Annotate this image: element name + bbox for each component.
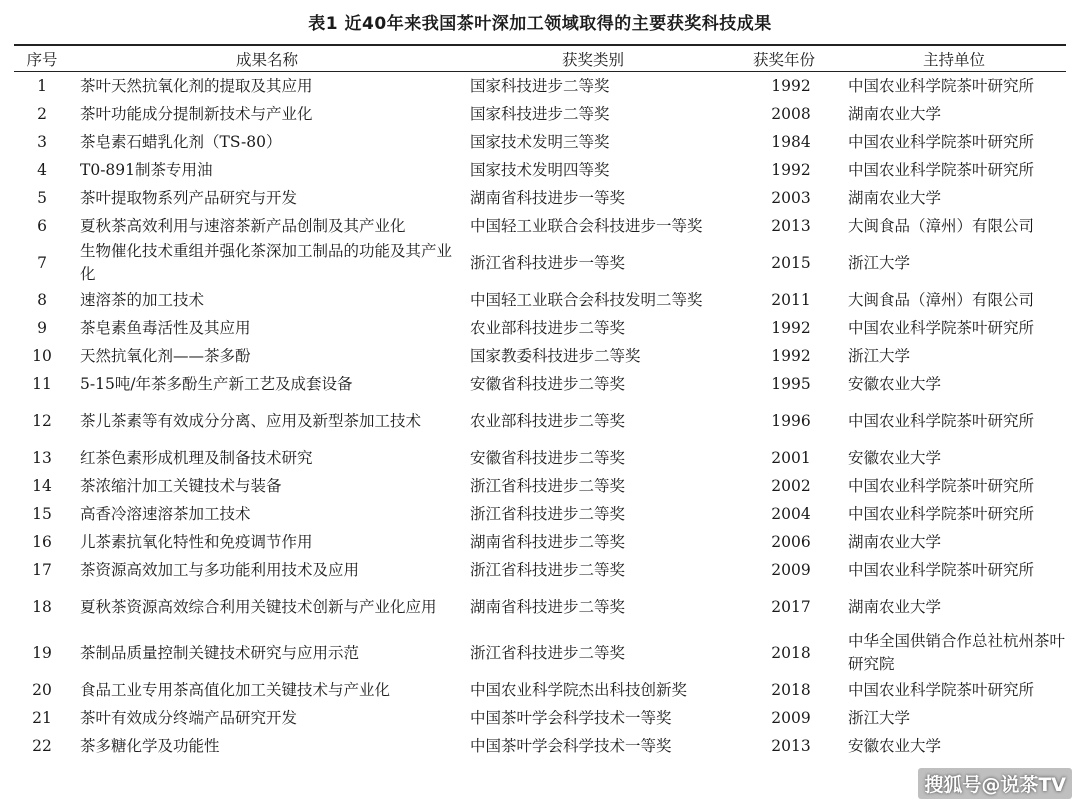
cell-unit: 湖南农业大学 bbox=[848, 532, 942, 551]
cell-award: 浙江省科技进步一等奖 bbox=[470, 253, 626, 272]
cell-award: 安徽省科技进步二等奖 bbox=[470, 448, 626, 467]
cell-no: 5 bbox=[37, 188, 47, 207]
cell-year: 1992 bbox=[771, 318, 811, 337]
cell-no: 17 bbox=[32, 560, 52, 579]
cell-no: 21 bbox=[32, 708, 52, 727]
cell-award: 中国茶叶学会科学技术一等奖 bbox=[470, 736, 672, 755]
cell-unit: 安徽农业大学 bbox=[848, 448, 942, 467]
cell-name: T0-891制茶专用油 bbox=[80, 160, 213, 179]
cell-unit: 中国农业科学院茶叶研究所 bbox=[848, 160, 1035, 179]
cell-no: 1 bbox=[37, 76, 47, 95]
cell-no: 12 bbox=[32, 411, 52, 430]
cell-unit: 大闽食品（漳州）有限公司 bbox=[848, 216, 1035, 235]
cell-name: 茶叶功能成分提制新技术与产业化 bbox=[80, 104, 313, 123]
cell-award: 浙江省科技进步二等奖 bbox=[470, 643, 626, 662]
cell-name: 儿茶素抗氧化特性和免疫调节作用 bbox=[80, 532, 313, 551]
table-row bbox=[14, 72, 1066, 100]
cell-no: 22 bbox=[32, 736, 52, 755]
cell-award: 国家科技进步二等奖 bbox=[470, 76, 610, 95]
table-row bbox=[14, 556, 1066, 584]
table-row bbox=[14, 704, 1066, 732]
table-row bbox=[14, 212, 1066, 240]
cell-award: 农业部科技进步二等奖 bbox=[470, 318, 626, 337]
cell-no: 14 bbox=[32, 476, 52, 495]
table-header bbox=[14, 46, 1066, 71]
cell-name: 茶制品质量控制关键技术研究与应用示范 bbox=[80, 643, 360, 662]
cell-name: 茶多糖化学及功能性 bbox=[80, 736, 220, 755]
cell-unit: 中国农业科学院茶叶研究所 bbox=[848, 476, 1035, 495]
cell-year: 1996 bbox=[771, 411, 811, 430]
cell-name: 红茶色素形成机理及制备技术研究 bbox=[80, 448, 313, 467]
cell-unit: 中国农业科学院茶叶研究所 bbox=[848, 76, 1035, 95]
awards-table-body bbox=[14, 72, 1066, 760]
cell-award: 国家教委科技进步二等奖 bbox=[470, 346, 641, 365]
cell-unit: 安徽农业大学 bbox=[848, 374, 942, 393]
cell-no: 11 bbox=[32, 374, 52, 393]
cell-unit: 浙江大学 bbox=[848, 346, 911, 365]
cell-year: 2008 bbox=[771, 104, 811, 123]
cell-unit: 湖南农业大学 bbox=[848, 188, 942, 207]
cell-unit: 浙江大学 bbox=[848, 253, 911, 272]
header-no: 序号 bbox=[26, 50, 58, 69]
cell-no: 8 bbox=[37, 290, 47, 309]
cell-award: 农业部科技进步二等奖 bbox=[470, 411, 626, 430]
cell-unit: 湖南农业大学 bbox=[848, 597, 942, 616]
cell-no: 4 bbox=[37, 160, 47, 179]
table-row bbox=[14, 528, 1066, 556]
table-row bbox=[14, 100, 1066, 128]
cell-year: 1984 bbox=[771, 132, 811, 151]
table-row bbox=[14, 676, 1066, 704]
cell-unit: 大闽食品（漳州）有限公司 bbox=[848, 290, 1035, 309]
cell-unit: 中华全国供销合作总社杭州茶叶研究院 bbox=[848, 632, 1066, 673]
cell-unit: 中国农业科学院茶叶研究所 bbox=[848, 318, 1035, 337]
header-year: 获奖年份 bbox=[752, 50, 815, 69]
cell-year: 1992 bbox=[771, 160, 811, 179]
table-row bbox=[14, 370, 1066, 398]
cell-year: 2004 bbox=[771, 504, 811, 523]
cell-award: 中国茶叶学会科学技术一等奖 bbox=[470, 708, 672, 727]
header-unit: 主持单位 bbox=[922, 50, 985, 69]
cell-award: 湖南省科技进步二等奖 bbox=[470, 532, 626, 551]
cell-year: 2017 bbox=[771, 597, 811, 616]
cell-year: 1992 bbox=[771, 346, 811, 365]
table-row bbox=[14, 184, 1066, 212]
cell-name: 5-15吨/年茶多酚生产新工艺及成套设备 bbox=[80, 374, 353, 393]
cell-award: 湖南省科技进步二等奖 bbox=[470, 597, 626, 616]
cell-no: 13 bbox=[32, 448, 52, 467]
table-row bbox=[14, 342, 1066, 370]
watermark: 搜狐号@说茶TV bbox=[918, 768, 1072, 799]
table-row bbox=[14, 286, 1066, 314]
header-award: 获奖类别 bbox=[562, 50, 625, 69]
table-row bbox=[14, 500, 1066, 528]
cell-year: 1992 bbox=[771, 76, 811, 95]
cell-year: 2011 bbox=[771, 290, 811, 309]
cell-year: 2009 bbox=[771, 708, 811, 727]
cell-name: 食品工业专用茶高值化加工关键技术与产业化 bbox=[80, 680, 391, 699]
cell-no: 15 bbox=[32, 504, 52, 523]
table-caption: 表1 近40年来我国茶叶深加工领域取得的主要获奖科技成果 bbox=[308, 14, 772, 34]
cell-award: 中国农业科学院杰出科技创新奖 bbox=[470, 680, 688, 699]
cell-award: 国家技术发明四等奖 bbox=[470, 160, 610, 179]
cell-name: 茶皂素鱼毒活性及其应用 bbox=[80, 318, 251, 337]
cell-no: 10 bbox=[32, 346, 52, 365]
cell-no: 9 bbox=[37, 318, 47, 337]
cell-name: 生物催化技术重组并强化茶深加工制品的功能及其产业化 bbox=[80, 242, 453, 283]
cell-no: 2 bbox=[37, 104, 47, 123]
cell-unit: 中国农业科学院茶叶研究所 bbox=[848, 132, 1035, 151]
cell-year: 2006 bbox=[771, 532, 811, 551]
cell-no: 16 bbox=[32, 532, 52, 551]
cell-no: 6 bbox=[37, 216, 47, 235]
cell-name: 茶皂素石蜡乳化剂（TS-80） bbox=[80, 132, 282, 151]
cell-year: 2003 bbox=[771, 188, 811, 207]
cell-name: 天然抗氧化剂——茶多酚 bbox=[80, 346, 251, 365]
cell-year: 2001 bbox=[771, 448, 811, 467]
awards-table bbox=[14, 46, 1066, 71]
cell-unit: 中国农业科学院茶叶研究所 bbox=[848, 680, 1035, 699]
cell-award: 中国轻工业联合会科技发明二等奖 bbox=[470, 290, 703, 309]
cell-name: 速溶茶的加工技术 bbox=[80, 290, 205, 309]
cell-name: 夏秋茶高效利用与速溶茶新产品创制及其产业化 bbox=[80, 216, 406, 235]
cell-unit: 中国农业科学院茶叶研究所 bbox=[848, 560, 1035, 579]
cell-no: 19 bbox=[32, 643, 52, 662]
cell-name: 茶叶天然抗氧化剂的提取及其应用 bbox=[80, 76, 313, 95]
cell-no: 18 bbox=[32, 597, 52, 616]
cell-unit: 浙江大学 bbox=[848, 708, 911, 727]
header-name: 成果名称 bbox=[235, 50, 298, 69]
table-row bbox=[14, 732, 1066, 760]
table-row bbox=[14, 156, 1066, 184]
cell-name: 茶浓缩汁加工关键技术与装备 bbox=[80, 476, 282, 495]
cell-award: 国家技术发明三等奖 bbox=[470, 132, 610, 151]
cell-year: 2015 bbox=[771, 253, 811, 272]
cell-award: 国家科技进步二等奖 bbox=[470, 104, 610, 123]
table-row bbox=[14, 314, 1066, 342]
cell-name: 茶叶提取物系列产品研究与开发 bbox=[80, 188, 298, 207]
table-row bbox=[14, 472, 1066, 500]
cell-name: 夏秋茶资源高效综合利用关键技术创新与产业化应用 bbox=[80, 597, 437, 616]
cell-year: 2018 bbox=[771, 680, 811, 699]
cell-no: 20 bbox=[32, 680, 52, 699]
cell-name: 高香冷溶速溶茶加工技术 bbox=[80, 504, 251, 523]
table-row bbox=[14, 444, 1066, 472]
cell-year: 2009 bbox=[771, 560, 811, 579]
cell-name: 茶儿茶素等有效成分分离、应用及新型茶加工技术 bbox=[80, 411, 422, 430]
cell-unit: 中国农业科学院茶叶研究所 bbox=[848, 504, 1035, 523]
table-row bbox=[14, 630, 1066, 676]
table-row bbox=[14, 240, 1066, 286]
cell-year: 2018 bbox=[771, 643, 811, 662]
table-body bbox=[14, 72, 1066, 760]
cell-year: 2013 bbox=[771, 736, 811, 755]
cell-year: 1995 bbox=[771, 374, 811, 393]
cell-name: 茶资源高效加工与多功能利用技术及应用 bbox=[80, 560, 360, 579]
cell-award: 浙江省科技进步二等奖 bbox=[470, 476, 626, 495]
cell-award: 安徽省科技进步二等奖 bbox=[470, 374, 626, 393]
cell-unit: 湖南农业大学 bbox=[848, 104, 942, 123]
table-row bbox=[14, 584, 1066, 630]
cell-unit: 中国农业科学院茶叶研究所 bbox=[848, 411, 1035, 430]
cell-award: 湖南省科技进步一等奖 bbox=[470, 188, 626, 207]
cell-award: 浙江省科技进步二等奖 bbox=[470, 504, 626, 523]
cell-no: 3 bbox=[37, 132, 47, 151]
cell-name: 茶叶有效成分终端产品研究开发 bbox=[80, 708, 298, 727]
cell-award: 浙江省科技进步二等奖 bbox=[470, 560, 626, 579]
cell-year: 2002 bbox=[771, 476, 811, 495]
cell-no: 7 bbox=[37, 253, 47, 272]
table-row bbox=[14, 398, 1066, 444]
cell-unit: 安徽农业大学 bbox=[848, 736, 942, 755]
awards-table-container bbox=[14, 44, 1066, 760]
cell-year: 2013 bbox=[771, 216, 811, 235]
cell-award: 中国轻工业联合会科技进步一等奖 bbox=[470, 216, 703, 235]
table-row bbox=[14, 128, 1066, 156]
